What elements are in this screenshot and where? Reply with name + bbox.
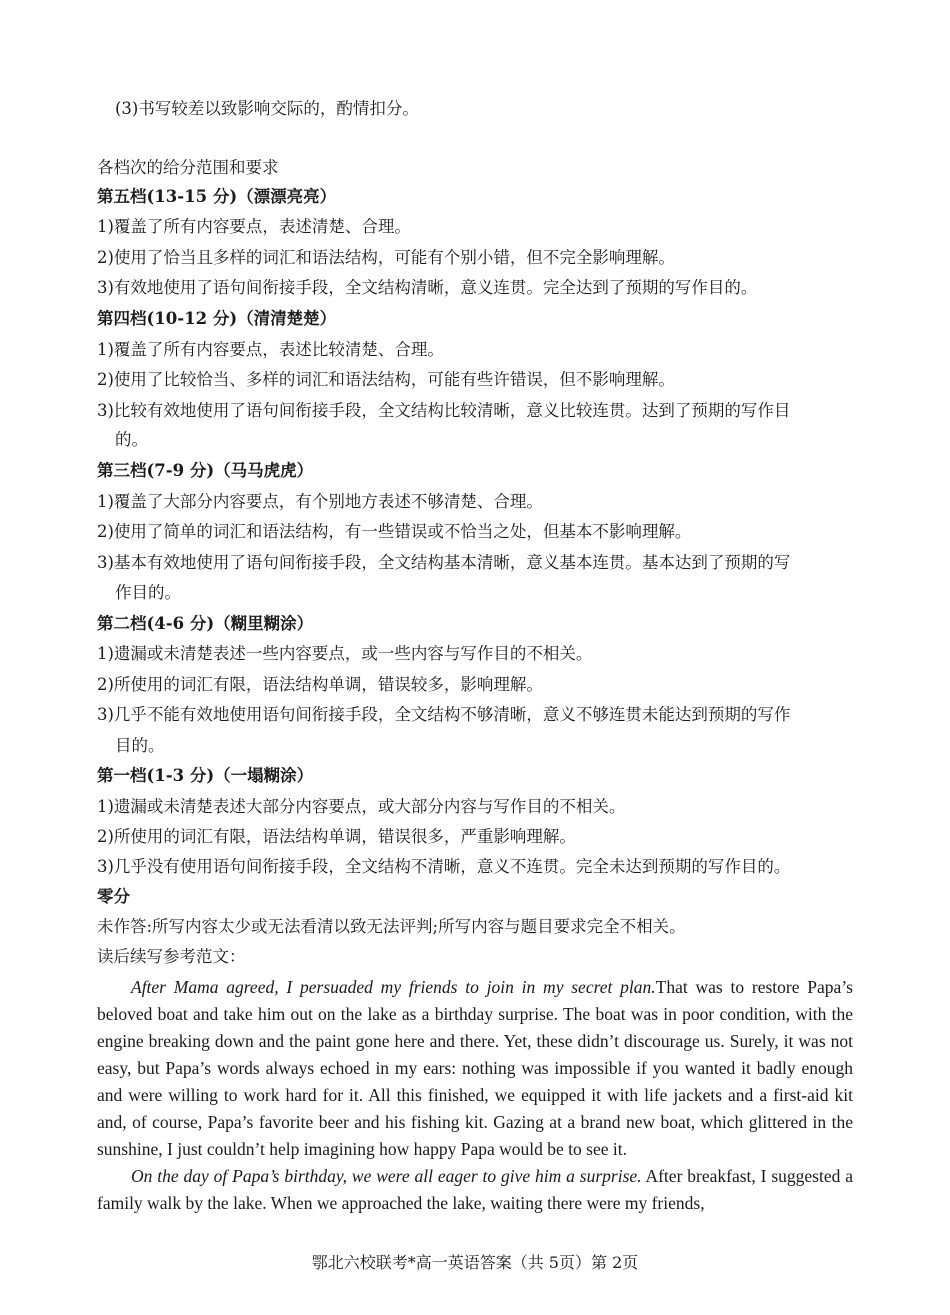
zero-text: 未作答:所写内容太少或无法看清以致无法评判;所写内容与题目要求完全不相关。 bbox=[97, 917, 686, 936]
tier-4-item-3-cont: 的。 bbox=[115, 430, 148, 449]
zero-heading: 零分 bbox=[97, 887, 130, 906]
tier-1-item-2: 2)所使用的词汇有限，语法结构单调，错误很多，严重影响理解。 bbox=[97, 827, 576, 846]
tier-5-heading: 第五档(13-15 分)（漂漂亮亮） bbox=[97, 187, 337, 206]
sample-title: 读后续写参考范文： bbox=[97, 947, 246, 966]
range-title: 各档次的给分范围和要求 bbox=[97, 158, 279, 177]
tier-2-heading: 第二档(4-6 分)（糊里糊涂） bbox=[97, 614, 314, 633]
para2-body: After breakfast, I suggested a family walk by the lake. When we approached the lake, waiting there were my friends, bbox=[97, 1166, 854, 1213]
essay-paragraph-2 bbox=[97, 1163, 853, 1217]
scoring-note-3: (3)书写较差以致影响交际的，酌情扣分。 bbox=[115, 99, 419, 118]
tier-2-item-1: 1)遗漏或未清楚表述一些内容要点，或一些内容与写作目的不相关。 bbox=[97, 644, 593, 663]
essay-paragraph-1 bbox=[97, 974, 853, 1163]
para1-body: That was to restore Papa’s beloved boat and take him out on the lake as a birthday surprise. The boat was in poor condition, with the engine breaking down and the paint gone here and there. Yet, these didn’t discourage us. Surely, it was not easy, but Papa’s words always echoed in my ears: nothing was impossible if you wanted it badly enough and were willing to work hard for it. All this finished, we equipped it with life jackets and a first-aid kit and, of course, Papa’s favorite beer and his fishing kit. Gazing at a brand new boat, which glittered in the sunshine, I just couldn’t help imagining how happy Papa would be to see it. bbox=[97, 977, 853, 1159]
para2-opening: On the day of Papa’s birthday, we were all eager to give him a surprise. bbox=[131, 1166, 642, 1186]
tier-4-item-3: 3)比较有效地使用了语句间衔接手段，全文结构比较清晰，意义比较连贯。达到了预期的写作目 bbox=[97, 401, 791, 420]
tier-3-item-1: 1)覆盖了大部分内容要点，有个别地方表述不够清楚、合理。 bbox=[97, 492, 543, 511]
tier-2-item-2: 2)所使用的词汇有限，语法结构单调，错误较多，影响理解。 bbox=[97, 675, 543, 694]
tier-4-heading: 第四档(10-12 分)（清清楚楚） bbox=[97, 309, 337, 328]
tier-1-item-3: 3)几乎没有使用语句间衔接手段，全文结构不清晰，意义不连贯。完全未达到预期的写作目的。 bbox=[97, 857, 791, 876]
tier-1-heading: 第一档(1-3 分)（一塌糊涂） bbox=[97, 766, 314, 785]
page-footer: 鄂北六校联考*高一英语答案（共 5页）第 2页 bbox=[311, 1253, 639, 1272]
tier-3-item-3-cont: 作目的。 bbox=[115, 583, 181, 602]
tier-3-heading: 第三档(7-9 分)（马马虎虎） bbox=[97, 461, 314, 480]
tier-5-item-2: 2)使用了恰当且多样的词汇和语法结构，可能有个别小错，但不完全影响理解。 bbox=[97, 248, 675, 267]
tier-2-item-3-cont: 目的。 bbox=[115, 736, 165, 755]
tier-4-item-1: 1)覆盖了所有内容要点，表述比较清楚、合理。 bbox=[97, 340, 444, 359]
sample-essay bbox=[97, 974, 853, 1217]
tier-2-item-3: 3)几乎不能有效地使用语句间衔接手段，全文结构不够清晰，意义不够连贯未能达到预期的写作 bbox=[97, 705, 791, 724]
tier-3-item-3: 3)基本有效地使用了语句间衔接手段，全文结构基本清晰，意义基本连贯。基本达到了预期的写 bbox=[97, 553, 791, 572]
tier-5-item-3: 3)有效地使用了语句间衔接手段，全文结构清晰，意义连贯。完全达到了预期的写作目的。 bbox=[97, 278, 758, 297]
tier-1-item-1: 1)遗漏或未清楚表述大部分内容要点，或大部分内容与写作目的不相关。 bbox=[97, 797, 626, 816]
para1-opening: After Mama agreed, I persuaded my friends to join in my secret plan. bbox=[131, 977, 656, 997]
tier-5-item-1: 1)覆盖了所有内容要点，表述清楚、合理。 bbox=[97, 217, 411, 236]
tier-3-item-2: 2)使用了简单的词汇和语法结构，有一些错误或不恰当之处，但基本不影响理解。 bbox=[97, 522, 692, 541]
tier-4-item-2: 2)使用了比较恰当、多样的词汇和语法结构，可能有些许错误，但不影响理解。 bbox=[97, 370, 675, 389]
